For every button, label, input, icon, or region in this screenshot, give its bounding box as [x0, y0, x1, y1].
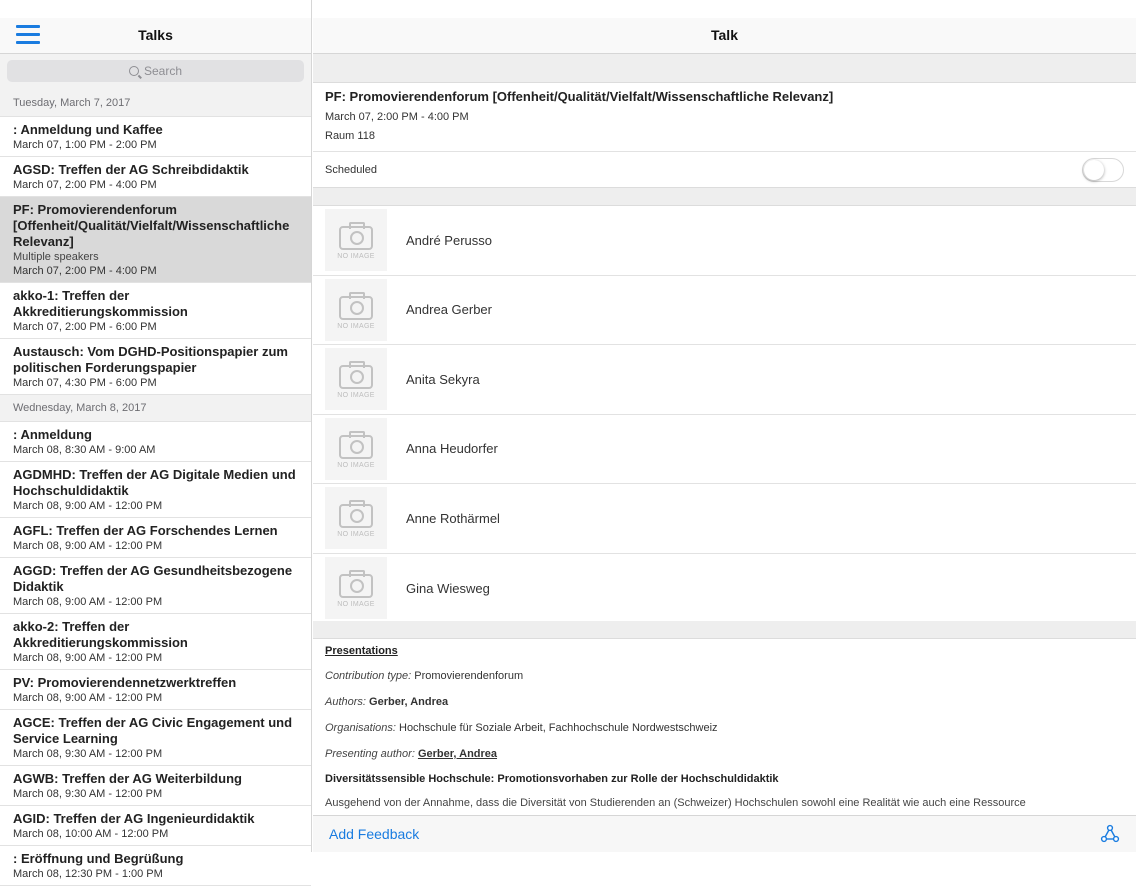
presentation-abstract: Ausgehend von der Annahme, dass die Diversität von Studierenden an (Schweizer) Hochschulen sowohl eine Realität wie auch eine Ressource — [325, 797, 1026, 809]
speaker-list — [313, 206, 1136, 623]
talk-item-title: AGWB: Treffen der AG Weiterbildung — [13, 771, 242, 786]
organisations-value: Hochschule für Soziale Arbeit, Fachhochschule Nordwestschweiz — [399, 722, 718, 734]
talk-time: March 07, 2:00 PM - 4:00 PM — [325, 111, 469, 123]
talk-item-title: : Anmeldung und Kaffee — [13, 122, 163, 137]
talk-item-title: PV: Promovierendennetzwerktreffen — [13, 675, 237, 690]
talk-list-item[interactable] — [0, 157, 311, 197]
talk-item-time: March 07, 2:00 PM - 4:00 PM — [13, 179, 157, 191]
talk-list-item[interactable] — [0, 197, 311, 283]
talk-item-title: : Eröffnung und Begrüßung — [13, 851, 184, 866]
talk-item-title: AGID: Treffen der AG Ingenieurdidaktik — [13, 811, 255, 826]
contribution-value: Promovierendenforum — [414, 670, 524, 682]
talk-item-time: March 08, 9:30 AM - 12:00 PM — [13, 788, 163, 800]
search-input[interactable] — [7, 60, 304, 82]
speaker-row[interactable] — [313, 415, 1136, 485]
speaker-name: Anne Rothärmel — [406, 510, 500, 526]
talk-list-item[interactable] — [0, 710, 311, 766]
presenting-author-label: Presenting author: — [325, 748, 415, 760]
talk-list-item[interactable] — [0, 422, 311, 462]
talk-list-item[interactable] — [0, 670, 311, 710]
camera-icon — [339, 226, 373, 250]
scheduled-row — [313, 152, 1136, 188]
talk-item-time: March 08, 9:30 AM - 12:00 PM — [13, 748, 163, 760]
search-placeholder: Search — [143, 64, 183, 78]
talk-item-title: : Anmeldung — [13, 427, 92, 442]
speaker-name: Gina Wiesweg — [406, 580, 490, 596]
presentations-section — [313, 639, 1136, 815]
speaker-photo-placeholder — [325, 279, 387, 341]
no-image-label: NO IMAGE — [337, 601, 375, 609]
talk-navbar — [313, 18, 1136, 54]
separator-band — [313, 621, 1136, 639]
no-image-label: NO IMAGE — [337, 322, 375, 330]
talk-item-time: March 07, 2:00 PM - 4:00 PM — [13, 265, 157, 277]
talk-list-item[interactable] — [0, 614, 311, 670]
talk-item-time: March 08, 10:00 AM - 12:00 PM — [13, 828, 169, 840]
speaker-photo-placeholder — [325, 418, 387, 480]
scheduled-toggle[interactable] — [1082, 158, 1124, 182]
speaker-row[interactable] — [313, 206, 1136, 276]
talk-item-time: March 08, 9:00 AM - 12:00 PM — [13, 540, 163, 552]
contribution-label: Contribution type: — [325, 670, 412, 682]
talk-list-item[interactable] — [0, 766, 311, 806]
search-bar — [0, 54, 311, 90]
talk-title: PF: Promovierendenforum [Offenheit/Qualität/Vielfalt/Wissenschaftliche Relevanz] — [325, 89, 834, 104]
talk-list-item[interactable] — [0, 518, 311, 558]
talk-list-item[interactable] — [0, 462, 311, 518]
camera-icon — [339, 296, 373, 320]
speaker-photo-placeholder — [325, 487, 387, 549]
authors-value: Gerber, Andrea — [369, 696, 449, 708]
presenting-author-link[interactable]: Gerber, Andrea — [417, 748, 498, 760]
bottom-toolbar — [313, 815, 1136, 852]
talk-item-time: March 08, 9:00 AM - 12:00 PM — [13, 500, 163, 512]
authors-label: Authors: — [325, 696, 366, 708]
talk-item-time: March 07, 4:30 PM - 6:00 PM — [13, 377, 157, 389]
talk-item-title: akko-2: Treffen der Akkreditierungskommission — [13, 619, 188, 650]
talks-navbar — [0, 18, 311, 54]
speaker-row[interactable] — [313, 554, 1136, 624]
talk-item-title: AGCE: Treffen der AG Civic Engagement und Service Learning — [13, 715, 293, 746]
talk-item-title: PF: Promovierendenforum [Offenheit/Qualität/Vielfalt/Wissenschaftliche Relevanz] — [13, 202, 290, 249]
presentations-header: Presentations — [325, 645, 398, 657]
talk-item-time: March 08, 12:30 PM - 1:00 PM — [13, 868, 163, 880]
section-header: Wednesday, March 8, 2017 — [0, 395, 311, 422]
no-image-label: NO IMAGE — [337, 392, 375, 400]
scheduled-label: Scheduled — [325, 163, 377, 176]
talk-item-title: AGGD: Treffen der AG Gesundheitsbezogene Didaktik — [13, 563, 293, 594]
speaker-name: André Perusso — [406, 232, 492, 248]
search-icon — [129, 66, 139, 76]
talk-list — [0, 90, 311, 886]
speaker-row[interactable] — [313, 484, 1136, 554]
separator-band — [313, 54, 1136, 83]
speaker-photo-placeholder — [325, 348, 387, 410]
no-image-label: NO IMAGE — [337, 253, 375, 261]
talk-item-title: akko-1: Treffen der Akkreditierungskommission — [13, 288, 188, 319]
organisations-label: Organisations: — [325, 722, 396, 734]
talk-item-time: March 08, 9:00 AM - 12:00 PM — [13, 692, 163, 704]
talks-title: Talks — [138, 27, 173, 43]
talk-item-title: AGDMHD: Treffen der AG Digitale Medien und Hochschuldidaktik — [13, 467, 296, 498]
talk-list-item[interactable] — [0, 117, 311, 157]
talk-title-header: Talk — [711, 27, 738, 43]
talk-item-time: March 08, 9:00 AM - 12:00 PM — [13, 652, 163, 664]
talk-item-title: AGSD: Treffen der AG Schreibdidaktik — [13, 162, 249, 177]
speaker-photo-placeholder — [325, 209, 387, 271]
talk-list-item[interactable] — [0, 283, 311, 339]
talk-item-title: AGFL: Treffen der AG Forschendes Lernen — [13, 523, 278, 538]
section-header: Tuesday, March 7, 2017 — [0, 90, 311, 117]
camera-icon — [339, 504, 373, 528]
talk-room: Raum 118 — [325, 130, 375, 142]
talk-list-item[interactable] — [0, 339, 311, 395]
talk-item-time: March 08, 9:00 AM - 12:00 PM — [13, 596, 163, 608]
talk-item-time: March 07, 2:00 PM - 6:00 PM — [13, 321, 157, 333]
talk-list-item[interactable] — [0, 806, 311, 846]
no-image-label: NO IMAGE — [337, 461, 375, 469]
speaker-name: Andrea Gerber — [406, 302, 492, 318]
add-feedback-button[interactable]: Add Feedback — [329, 826, 420, 842]
separator-band — [313, 188, 1136, 206]
presentation-title: Diversitätssensible Hochschule: Promotionsvorhaben zur Rolle der Hochschuldidaktik — [325, 773, 779, 785]
speaker-row[interactable] — [313, 276, 1136, 346]
talk-item-time: March 08, 8:30 AM - 9:00 AM — [13, 444, 156, 456]
camera-icon — [339, 365, 373, 389]
speaker-photo-placeholder — [325, 557, 387, 619]
no-image-label: NO IMAGE — [337, 531, 375, 539]
speaker-row[interactable] — [313, 345, 1136, 415]
talk-list-item[interactable] — [0, 846, 311, 886]
talk-item-title: Austausch: Vom DGHD-Positionspapier zum politischen Forderungspapier — [13, 344, 288, 375]
camera-icon — [339, 574, 373, 598]
talk-detail-pane — [313, 0, 1136, 852]
talk-item-speakers: Multiple speakers — [13, 251, 99, 263]
talk-item-time: March 07, 1:00 PM - 2:00 PM — [13, 139, 157, 151]
talks-pane — [0, 0, 312, 880]
share-icon[interactable] — [1100, 824, 1120, 844]
talk-header — [313, 83, 1136, 152]
talk-list-item[interactable] — [0, 558, 311, 614]
speaker-name: Anita Sekyra — [406, 371, 480, 387]
speaker-name: Anna Heudorfer — [406, 441, 498, 457]
camera-icon — [339, 435, 373, 459]
